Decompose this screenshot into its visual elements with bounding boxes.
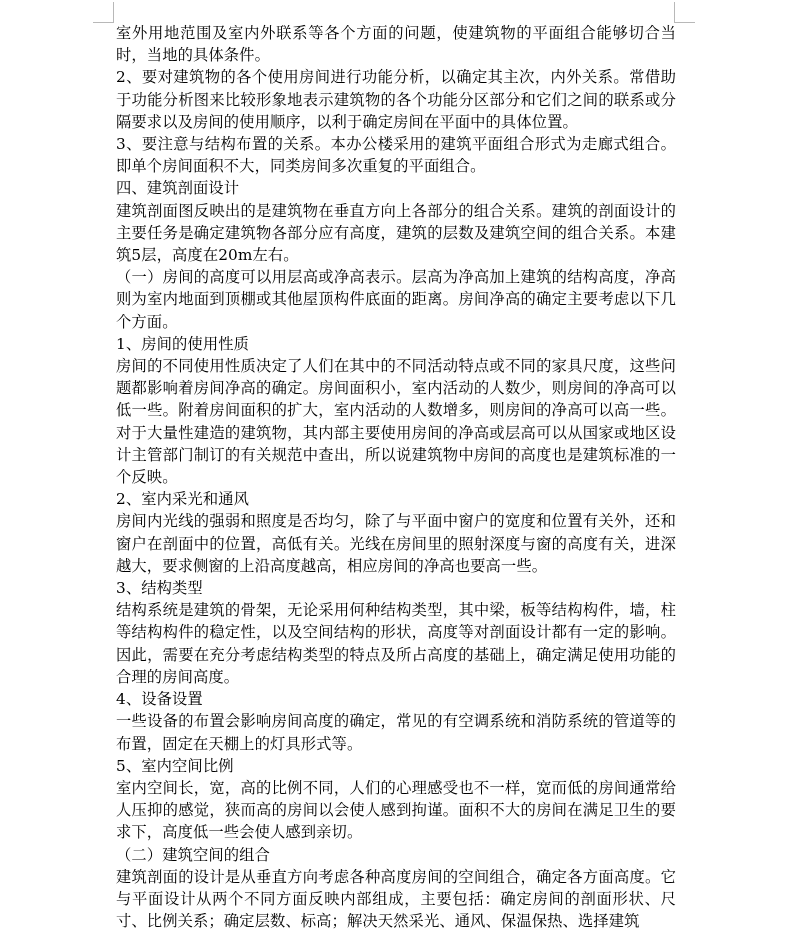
paragraph-lighting-ventilation: 房间内光线的强弱和照度是否均匀，除了与平面中窗户的宽度和位置有关外，还和窗户在剖面中的位置，高低有关。光线在房间里的照射深度与窗的高度有关，进深越大，要求侧窗的上沿高度越高，相应房间的净高也要高一些。 [116, 512, 676, 575]
subheading-space-proportion: 5、室内空间比例 [116, 756, 234, 775]
paragraph-structure-type: 结构系统是建筑的骨架，无论采用何种结构类型，其中梁，板等结构构件，墙，柱等结构构件的稳定性，以及空间结构的形状，高度等对剖面设计都有一定的影响。因此，需要在充分考虑结构类型的特点及所占高度的基础上，确定满足使用功能的合理的房间高度。 [116, 601, 676, 686]
document-body [116, 22, 676, 932]
paragraph-structure-relation: 3、要注意与结构布置的关系。本办公楼采用的建筑平面组合形式为走廊式组合。即单个房间面积不大，同类房间多次重复的平面组合。 [116, 135, 676, 176]
paragraph-space-combination: 建筑剖面的设计是从垂直方向考虑各种高度房间的空间组合，确定各方面高度。它与平面设计从两个不同方面反映内部组成，主要包括：确定房间的剖面形状、尺寸、比例关系；确定层数、标高；解决天然采光、通风、保温保热、选择建筑 [116, 867, 676, 931]
paragraph-room-use: 房间的不同使用性质决定了人们在其中的不同活动特点或不同的家具尺度，这些问题都影响着房间净高的确定。房间面积小，室内活动的人数少，则房间的净高可以低一些。附着房间面积的扩大，室内活动的人数增多，则房间的净高可以高一些。对于大量性建造的建筑物，其内部主要使用房间的净高或层高可以从国家或地区设计主管部门制订的有关规范中查出，所以说建筑物中房间的高度也是建筑标准的一个反映。 [116, 357, 676, 487]
paragraph-equipment: 一些设备的布置会影响房间高度的确定，常见的有空调系统和消防系统的管道等的布置，固定在天棚上的灯具形式等。 [116, 712, 676, 753]
subheading-room-use: 1、房间的使用性质 [116, 334, 250, 353]
subheading-equipment: 4、设备设置 [116, 690, 203, 709]
subheading-space-combination: （二）建筑空间的组合 [116, 845, 270, 864]
paragraph-section-intro: 建筑剖面图反映出的是建筑物在垂直方向上各部分的组合关系。建筑的剖面设计的主要任务是确定建筑物各部分应有高度，建筑的层数及建筑空间的组合关系。本建筑5层，高度在20m左右。 [116, 201, 676, 265]
page-corner-mark-left [93, 2, 114, 23]
section-heading-section-design: 四、建筑剖面设计 [116, 179, 240, 198]
subheading-structure-type: 3、结构类型 [116, 579, 203, 598]
subheading-lighting-ventilation: 2、室内采光和通风 [116, 490, 250, 509]
paragraph-room-height: （一）房间的高度可以用层高或净高表示。层高为净高加上建筑的结构高度，净高则为室内地面到顶棚或其他屋顶构件底面的距离。房间净高的确定主要考虑以下几个方面。 [116, 268, 676, 331]
paragraph-space-proportion: 室内空间长，宽，高的比例不同，人们的心理感受也不一样，宽而低的房间通常给人压抑的感觉，狭而高的房间以会使人感到拘谨。面积不大的房间在满足卫生的要求下，高度低一些会使人感到亲切。 [116, 778, 676, 842]
paragraph-function-analysis: 2、要对建筑物的各个使用房间进行功能分析，以确定其主次，内外关系。常借助于功能分析图来比较形象地表示建筑物的各个功能分区部分和它们之间的联系或分隔要求以及房间的使用顺序，以利于确定房间在平面中的具体位置。 [116, 68, 676, 131]
page-corner-mark-right [674, 2, 695, 23]
paragraph-site-scope: 室外用地范围及室内外联系等各个方面的问题，使建筑物的平面组合能够切合当时，当地的具体条件。 [116, 24, 676, 65]
